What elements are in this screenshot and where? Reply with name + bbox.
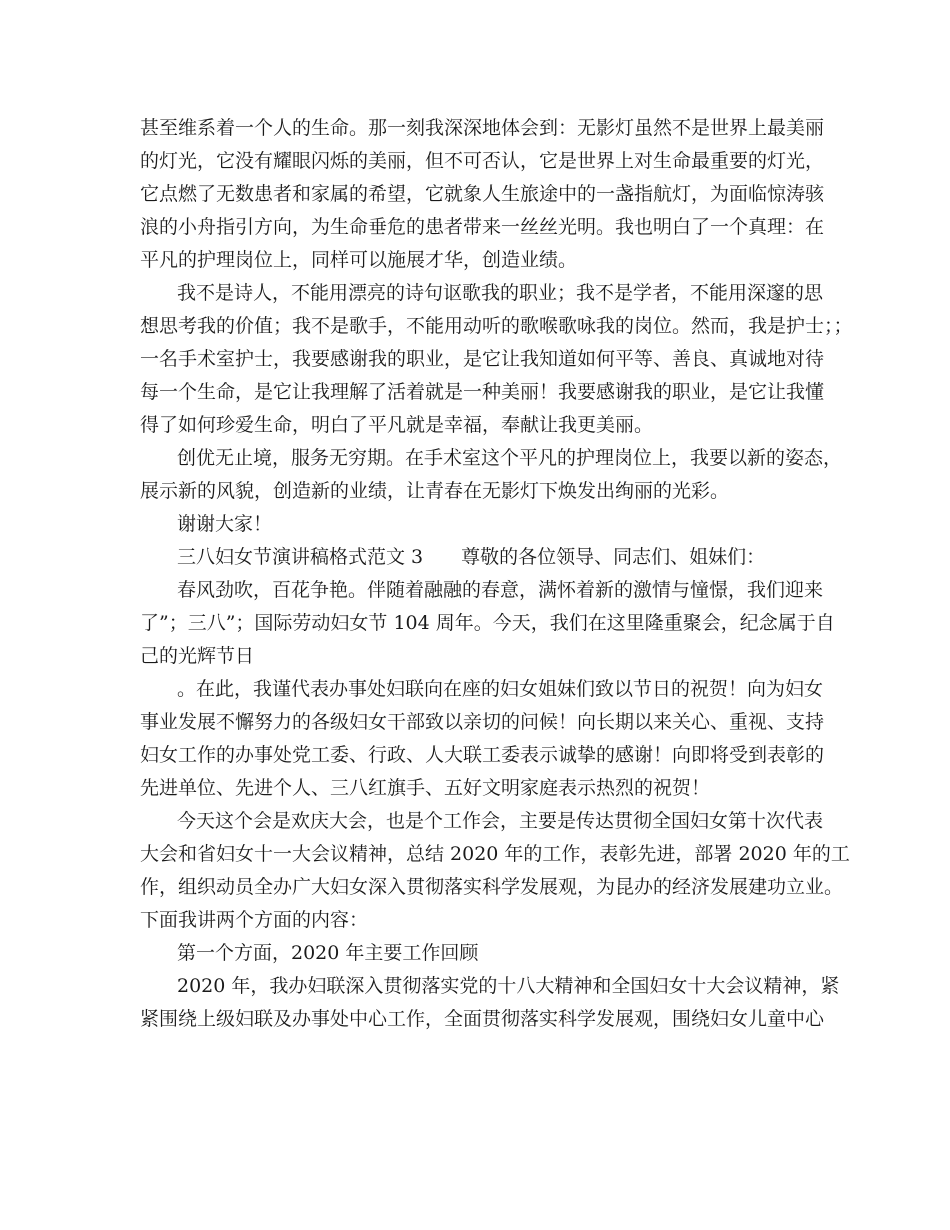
text-line: 浪的小舟指引方向，为生命垂危的患者带来一丝丝光明。我也明白了一个真理：在 bbox=[140, 216, 825, 238]
text-line: 一名手术室护士，我要感谢我的职业，是它让我知道如何平等、善良、真诚地对待 bbox=[140, 348, 825, 370]
text-line: 的灯光，它没有耀眼闪烁的美丽，但不可否认，它是世界上对生命最重要的灯光， bbox=[140, 150, 825, 172]
text-line: 得了如何珍爱生命，明白了平凡就是幸福，奉献让我更美丽。 bbox=[140, 414, 654, 436]
text-line: 紧围绕上级妇联及办事处中心工作，全面贯彻落实科学发展观，围绕妇女儿童中心 bbox=[140, 1008, 825, 1030]
text-line: 了”；三八”；国际劳动妇女节 104 周年。今天，我们在这里隆重聚会，纪念属于自 bbox=[140, 612, 835, 634]
text-line: 己的光辉节日 bbox=[140, 645, 255, 667]
text-line: 事业发展不懈努力的各级妇女干部致以亲切的问候！向长期以来关心、重视、支持 bbox=[140, 711, 825, 733]
text-line: 今天这个会是欢庆大会，也是个工作会，主要是传达贯彻全国妇女第十次代表 bbox=[177, 810, 824, 832]
text-line: 我不是诗人，不能用漂亮的诗句讴歌我的职业；我不是学者，不能用深邃的思 bbox=[177, 282, 824, 304]
section-heading: 三八妇女节演讲稿格式范文 3 尊敬的各位领导、同志们、姐妹们： bbox=[177, 546, 766, 568]
text-line: 妇女工作的办事处党工委、行政、人大联工委表示诚挚的感谢！向即将受到表彰的 bbox=[140, 744, 825, 766]
text-line: 作，组织动员全办广大妇女深入贯彻落实科学发展观，为昆办的经济发展建功立业。 bbox=[140, 876, 844, 898]
text-line: 2020 年，我办妇联深入贯彻落实党的十八大精神和全国妇女十大会议精神，紧 bbox=[177, 975, 840, 997]
text-line: 它点燃了无数患者和家属的希望，它就象人生旅途中的一盏指航灯，为面临惊涛骇 bbox=[140, 183, 825, 205]
text-line: 先进单位、先进个人、三八红旗手、五好文明家庭表示热烈的祝贺！ bbox=[140, 777, 711, 799]
text-line: 春风劲吹，百花争艳。伴随着融融的春意，满怀着新的激情与憧憬，我们迎来 bbox=[177, 579, 824, 601]
text-line: 每一个生命，是它让我理解了活着就是一种美丽！我要感谢我的职业，是它让我懂 bbox=[140, 381, 825, 403]
text-line: 创优无止境，服务无穷期。在手术室这个平凡的护理岗位上，我要以新的姿态， bbox=[177, 447, 843, 469]
text-line: 想思考我的价值；我不是歌手，不能用动听的歌喉歌咏我的岗位。然而，我是护士；； bbox=[140, 315, 853, 337]
text-line: 。在此，我谨代表办事处妇联向在座的妇女姐妹们致以节日的祝贺！向为妇女 bbox=[177, 678, 824, 700]
text-line: 甚至维系着一个人的生命。那一刻我深深地体会到：无影灯虽然不是世界上最美丽 bbox=[140, 117, 825, 139]
text-line: 下面我讲两个方面的内容： bbox=[140, 909, 369, 931]
text-line: 平凡的护理岗位上，同样可以施展才华，创造业绩。 bbox=[140, 249, 578, 271]
text-line: 展示新的风貌，创造新的业绩，让青春在无影灯下焕发出绚丽的光彩。 bbox=[140, 480, 730, 502]
text-line: 大会和省妇女十一大会议精神，总结 2020 年的工作，表彰先进，部署 2020 年的工 bbox=[140, 843, 850, 865]
section-heading: 第一个方面，2020 年主要工作回顾 bbox=[177, 942, 479, 964]
text-line: 谢谢大家！ bbox=[177, 513, 273, 535]
